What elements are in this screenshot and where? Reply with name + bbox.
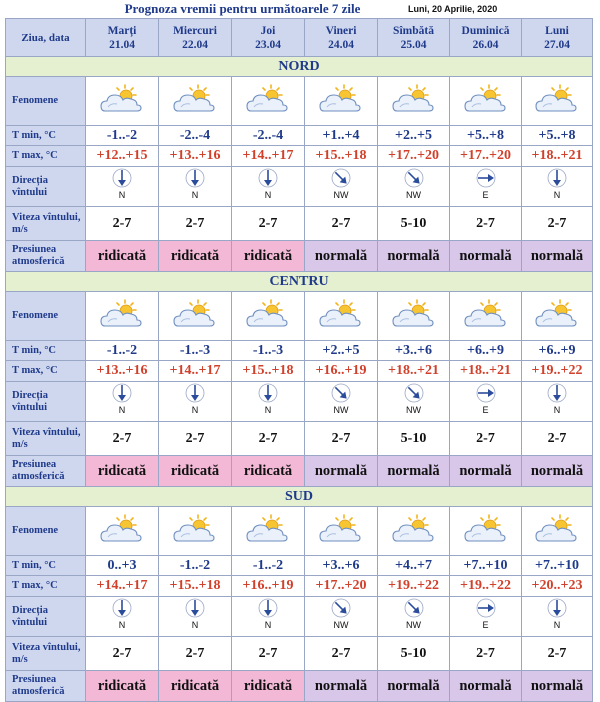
wind-direction-label: N — [118, 405, 126, 415]
tmax-value: +19..+22 — [522, 361, 593, 382]
phenomena-row — [6, 507, 593, 556]
tmin-value: +1..+4 — [305, 126, 378, 146]
partly-cloudy-icon — [318, 513, 364, 545]
wind-arrow-icon — [547, 597, 567, 619]
header-row — [6, 19, 593, 57]
row-label: Viteza vîntului, m/s — [6, 207, 86, 241]
row-label: Direcția vîntului — [6, 382, 86, 422]
wind-direction-indicator — [107, 382, 137, 416]
tmax-value: +18..+21 — [450, 361, 522, 382]
row-label: Direcția vîntului — [6, 167, 86, 207]
wind-direction-label: NW — [406, 620, 421, 630]
pressure-value: ridicată — [232, 456, 305, 487]
tmin-value: -2..-4 — [232, 126, 305, 146]
wind-direction-label: N — [191, 190, 199, 200]
partly-cloudy-icon — [99, 83, 145, 115]
wind-direction-label: N — [553, 620, 561, 630]
weather-icon-cell — [522, 292, 593, 341]
wind-arrow-icon — [112, 597, 132, 619]
header-label-cell: Ziua, data — [6, 19, 86, 57]
pressure-value: normală — [450, 671, 522, 702]
tmin-value: +7..+10 — [522, 556, 593, 576]
region-name: NORD — [6, 57, 593, 77]
wind-arrow-icon — [112, 167, 132, 189]
region-name: CENTRU — [6, 272, 593, 292]
phenomena-row — [6, 292, 593, 341]
day-header-cell — [305, 19, 378, 57]
wind-speed-value: 2-7 — [159, 637, 232, 671]
wind-speed-value: 5-10 — [378, 637, 450, 671]
wind-direction-cell — [159, 382, 232, 422]
row-label: T min, °C — [6, 126, 86, 146]
partly-cloudy-icon — [463, 513, 509, 545]
row-label: T max, °C — [6, 146, 86, 167]
wind-arrow-icon — [112, 382, 132, 404]
tmax-value: +13..+16 — [159, 146, 232, 167]
partly-cloudy-icon — [172, 83, 218, 115]
tmin-value: -1..-2 — [232, 556, 305, 576]
region-header-row — [6, 57, 593, 77]
wind-arrow-icon — [476, 382, 496, 404]
day-header-cell — [86, 19, 159, 57]
partly-cloudy-icon — [245, 513, 291, 545]
wind-arrow-icon — [258, 597, 278, 619]
wind-direction-indicator — [542, 167, 572, 201]
wind-direction-indicator — [542, 597, 572, 631]
wind-direction-label: NW — [406, 405, 421, 415]
wind-speed-value: 2-7 — [305, 207, 378, 241]
wind-arrow-icon — [331, 382, 351, 404]
wind-direction-cell — [450, 382, 522, 422]
wind-speed-value: 5-10 — [378, 422, 450, 456]
row-label: Viteza vîntului, m/s — [6, 637, 86, 671]
row-label: Viteza vîntului, m/s — [6, 422, 86, 456]
tmin-value: -1..-3 — [159, 341, 232, 361]
wind-direction-indicator — [326, 597, 356, 631]
region-header-row — [6, 272, 593, 292]
partly-cloudy-icon — [463, 298, 509, 330]
wind-speed-value: 5-10 — [378, 207, 450, 241]
day-name: Duminică — [461, 24, 510, 37]
wind-speed-value: 2-7 — [522, 637, 593, 671]
forecast-table — [5, 18, 593, 702]
wind-arrow-icon — [404, 167, 424, 189]
partly-cloudy-icon — [318, 298, 364, 330]
wind-direction-cell — [86, 382, 159, 422]
wind-direction-label: N — [264, 190, 272, 200]
pressure-value: normală — [522, 241, 593, 272]
weather-icon-cell — [232, 507, 305, 556]
tmax-row — [6, 576, 593, 597]
wind-speed-row — [6, 207, 593, 241]
weather-icon-cell — [305, 292, 378, 341]
wind-speed-value: 2-7 — [232, 422, 305, 456]
tmax-value: +14..+17 — [159, 361, 232, 382]
wind-direction-cell — [522, 597, 593, 637]
weather-icon-cell — [305, 507, 378, 556]
wind-direction-label: NW — [333, 405, 349, 415]
day-date: 27.04 — [544, 38, 570, 51]
weather-icon-cell — [232, 292, 305, 341]
weather-icon-cell — [86, 292, 159, 341]
pressure-value: ridicată — [232, 671, 305, 702]
day-header-cell — [522, 19, 593, 57]
weather-icon-cell — [522, 77, 593, 126]
wind-direction-cell — [232, 597, 305, 637]
tmax-value: +18..+21 — [522, 146, 593, 167]
pressure-value: normală — [522, 671, 593, 702]
weather-icon-cell — [378, 292, 450, 341]
partly-cloudy-icon — [99, 513, 145, 545]
tmax-value: +16..+19 — [232, 576, 305, 597]
page-title: Prognoza vremii pentru următoarele 7 zile — [124, 1, 361, 16]
tmax-value: +19..+22 — [378, 576, 450, 597]
partly-cloudy-icon — [391, 83, 437, 115]
wind-direction-cell — [378, 167, 450, 207]
day-name: Marți — [107, 24, 137, 37]
wind-direction-cell — [305, 167, 378, 207]
tmin-row — [6, 126, 593, 146]
pressure-value: ridicată — [86, 241, 159, 272]
wind-direction-indicator — [253, 597, 283, 631]
pressure-value: normală — [305, 241, 378, 272]
wind-direction-indicator — [471, 167, 501, 201]
wind-direction-cell — [159, 597, 232, 637]
tmax-value: +19..+22 — [450, 576, 522, 597]
tmin-value: +2..+5 — [378, 126, 450, 146]
wind-direction-cell — [450, 597, 522, 637]
wind-direction-label: E — [482, 620, 489, 630]
tmin-value: -1..-2 — [86, 341, 159, 361]
pressure-value: normală — [450, 456, 522, 487]
wind-direction-cell — [86, 597, 159, 637]
wind-direction-label: N — [191, 405, 199, 415]
wind-speed-value: 2-7 — [159, 207, 232, 241]
day-name: Vineri — [325, 24, 357, 37]
wind-speed-value: 2-7 — [159, 422, 232, 456]
wind-direction-cell — [232, 167, 305, 207]
pressure-value: normală — [305, 671, 378, 702]
wind-direction-row — [6, 382, 593, 422]
wind-arrow-icon — [185, 597, 205, 619]
wind-speed-value: 2-7 — [522, 422, 593, 456]
tmin-value: 0..+3 — [86, 556, 159, 576]
wind-direction-cell — [450, 167, 522, 207]
wind-speed-value: 2-7 — [522, 207, 593, 241]
partly-cloudy-icon — [318, 83, 364, 115]
pressure-value: ridicată — [86, 671, 159, 702]
wind-direction-indicator — [253, 382, 283, 416]
wind-direction-indicator — [253, 167, 283, 201]
weather-icon-cell — [159, 292, 232, 341]
wind-speed-value: 2-7 — [232, 637, 305, 671]
wind-direction-indicator — [180, 597, 210, 631]
row-label: T max, °C — [6, 361, 86, 382]
weather-icon-cell — [159, 507, 232, 556]
wind-arrow-icon — [476, 597, 496, 619]
day-date: 21.04 — [109, 38, 135, 51]
weather-icon-cell — [305, 77, 378, 126]
issue-date: Luni, 20 Aprilie, 2020 — [408, 4, 498, 14]
weather-icon-cell — [378, 77, 450, 126]
row-label: T max, °C — [6, 576, 86, 597]
tmax-value: +15..+18 — [305, 146, 378, 167]
wind-direction-cell — [522, 382, 593, 422]
row-label: Fenomene — [6, 77, 86, 126]
tmin-value: +6..+9 — [450, 341, 522, 361]
wind-direction-label: N — [553, 190, 561, 200]
weather-icon-cell — [86, 507, 159, 556]
tmin-value: +6..+9 — [522, 341, 593, 361]
wind-direction-label: NW — [333, 620, 349, 630]
wind-direction-indicator — [471, 597, 501, 631]
wind-direction-label: N — [553, 405, 561, 415]
wind-speed-value: 2-7 — [86, 207, 159, 241]
wind-direction-cell — [305, 597, 378, 637]
wind-arrow-icon — [185, 382, 205, 404]
weather-icon-cell — [86, 77, 159, 126]
tmin-row — [6, 556, 593, 576]
day-header-cell — [378, 19, 450, 57]
phenomena-row — [6, 77, 593, 126]
wind-speed-value: 2-7 — [232, 207, 305, 241]
weather-icon-cell — [232, 77, 305, 126]
wind-direction-indicator — [399, 167, 429, 201]
wind-arrow-icon — [404, 382, 424, 404]
tmax-value: +20..+23 — [522, 576, 593, 597]
wind-direction-row — [6, 167, 593, 207]
day-name: Miercuri — [173, 24, 217, 37]
wind-direction-label: N — [118, 190, 126, 200]
wind-arrow-icon — [258, 167, 278, 189]
wind-arrow-icon — [547, 382, 567, 404]
day-name: Luni — [545, 24, 569, 37]
tmax-value: +17..+20 — [378, 146, 450, 167]
wind-speed-row — [6, 637, 593, 671]
wind-speed-value: 2-7 — [450, 637, 522, 671]
row-label: Presiunea atmosferică — [6, 456, 86, 487]
row-label: Direcția vîntului — [6, 597, 86, 637]
partly-cloudy-icon — [391, 513, 437, 545]
partly-cloudy-icon — [245, 298, 291, 330]
tmax-value: +14..+17 — [86, 576, 159, 597]
tmax-row — [6, 361, 593, 382]
pressure-row — [6, 456, 593, 487]
wind-speed-value: 2-7 — [305, 637, 378, 671]
wind-arrow-icon — [185, 167, 205, 189]
partly-cloudy-icon — [534, 513, 580, 545]
wind-direction-label: NW — [406, 190, 421, 200]
wind-direction-indicator — [326, 167, 356, 201]
tmin-value: -1..-3 — [232, 341, 305, 361]
day-date: 23.04 — [255, 38, 281, 51]
day-date: 22.04 — [182, 38, 208, 51]
row-label: T min, °C — [6, 556, 86, 576]
partly-cloudy-icon — [463, 83, 509, 115]
wind-speed-value: 2-7 — [305, 422, 378, 456]
pressure-value: ridicată — [159, 456, 232, 487]
page-header — [0, 0, 600, 18]
wind-arrow-icon — [331, 597, 351, 619]
row-label: Fenomene — [6, 507, 86, 556]
partly-cloudy-icon — [172, 513, 218, 545]
tmin-value: -2..-4 — [159, 126, 232, 146]
wind-direction-indicator — [471, 382, 501, 416]
wind-direction-cell — [159, 167, 232, 207]
wind-speed-value: 2-7 — [450, 422, 522, 456]
row-label: T min, °C — [6, 341, 86, 361]
tmin-value: +3..+6 — [305, 556, 378, 576]
wind-speed-value: 2-7 — [450, 207, 522, 241]
pressure-value: ridicată — [159, 241, 232, 272]
day-name: Joi — [260, 24, 276, 37]
wind-direction-label: E — [482, 405, 489, 415]
row-label: Presiunea atmosferică — [6, 241, 86, 272]
tmax-value: +14..+17 — [232, 146, 305, 167]
weather-icon-cell — [159, 77, 232, 126]
day-header-cell — [159, 19, 232, 57]
pressure-value: normală — [450, 241, 522, 272]
tmax-value: +12..+15 — [86, 146, 159, 167]
tmin-value: +4..+7 — [378, 556, 450, 576]
tmin-value: -1..-2 — [86, 126, 159, 146]
pressure-value: normală — [378, 671, 450, 702]
day-name: Sîmbătă — [393, 24, 434, 37]
tmax-value: +17..+20 — [450, 146, 522, 167]
wind-direction-cell — [378, 382, 450, 422]
tmin-value: +3..+6 — [378, 341, 450, 361]
pressure-value: ridicată — [86, 456, 159, 487]
weather-icon-cell — [378, 507, 450, 556]
tmax-value: +17..+20 — [305, 576, 378, 597]
wind-direction-cell — [378, 597, 450, 637]
day-date: 24.04 — [328, 38, 354, 51]
partly-cloudy-icon — [391, 298, 437, 330]
wind-direction-cell — [522, 167, 593, 207]
weather-icon-cell — [450, 77, 522, 126]
day-header-cell — [450, 19, 522, 57]
weather-icon-cell — [450, 507, 522, 556]
wind-direction-indicator — [107, 167, 137, 201]
wind-direction-indicator — [399, 382, 429, 416]
wind-direction-indicator — [399, 597, 429, 631]
wind-direction-indicator — [542, 382, 572, 416]
day-date: 26.04 — [472, 38, 499, 51]
wind-speed-value: 2-7 — [86, 422, 159, 456]
tmax-value: +16..+19 — [305, 361, 378, 382]
pressure-value: ridicată — [159, 671, 232, 702]
wind-direction-cell — [305, 382, 378, 422]
tmin-value: +2..+5 — [305, 341, 378, 361]
tmax-value: +15..+18 — [232, 361, 305, 382]
tmin-value: +5..+8 — [522, 126, 593, 146]
wind-direction-label: NW — [333, 190, 349, 200]
pressure-value: normală — [522, 456, 593, 487]
pressure-value: normală — [305, 456, 378, 487]
day-header-cell — [232, 19, 305, 57]
pressure-value: normală — [378, 241, 450, 272]
wind-direction-indicator — [180, 382, 210, 416]
wind-direction-indicator — [107, 597, 137, 631]
tmin-value: +7..+10 — [450, 556, 522, 576]
pressure-row — [6, 241, 593, 272]
wind-direction-row — [6, 597, 593, 637]
wind-direction-label: N — [118, 620, 126, 630]
tmax-value: +13..+16 — [86, 361, 159, 382]
wind-direction-cell — [86, 167, 159, 207]
wind-speed-value: 2-7 — [86, 637, 159, 671]
wind-arrow-icon — [476, 167, 496, 189]
tmin-value: -1..-2 — [159, 556, 232, 576]
row-label: Presiunea atmosferică — [6, 671, 86, 702]
wind-speed-row — [6, 422, 593, 456]
wind-direction-indicator — [180, 167, 210, 201]
row-label: Fenomene — [6, 292, 86, 341]
region-name: SUD — [6, 487, 593, 507]
tmin-row — [6, 341, 593, 361]
wind-arrow-icon — [404, 597, 424, 619]
wind-direction-label: N — [264, 620, 272, 630]
pressure-row — [6, 671, 593, 702]
pressure-value: normală — [378, 456, 450, 487]
tmin-value: +5..+8 — [450, 126, 522, 146]
tmax-value: +15..+18 — [159, 576, 232, 597]
region-header-row — [6, 487, 593, 507]
partly-cloudy-icon — [172, 298, 218, 330]
wind-arrow-icon — [258, 382, 278, 404]
wind-direction-label: E — [482, 190, 489, 200]
weather-icon-cell — [522, 507, 593, 556]
pressure-value: ridicată — [232, 241, 305, 272]
partly-cloudy-icon — [534, 83, 580, 115]
weather-icon-cell — [450, 292, 522, 341]
partly-cloudy-icon — [99, 298, 145, 330]
partly-cloudy-icon — [534, 298, 580, 330]
wind-direction-label: N — [191, 620, 199, 630]
tmax-row — [6, 146, 593, 167]
day-date: 25.04 — [400, 38, 427, 51]
wind-direction-indicator — [326, 382, 356, 416]
wind-arrow-icon — [547, 167, 567, 189]
wind-direction-cell — [232, 382, 305, 422]
wind-arrow-icon — [331, 167, 351, 189]
partly-cloudy-icon — [245, 83, 291, 115]
tmax-value: +18..+21 — [378, 361, 450, 382]
wind-direction-label: N — [264, 405, 272, 415]
